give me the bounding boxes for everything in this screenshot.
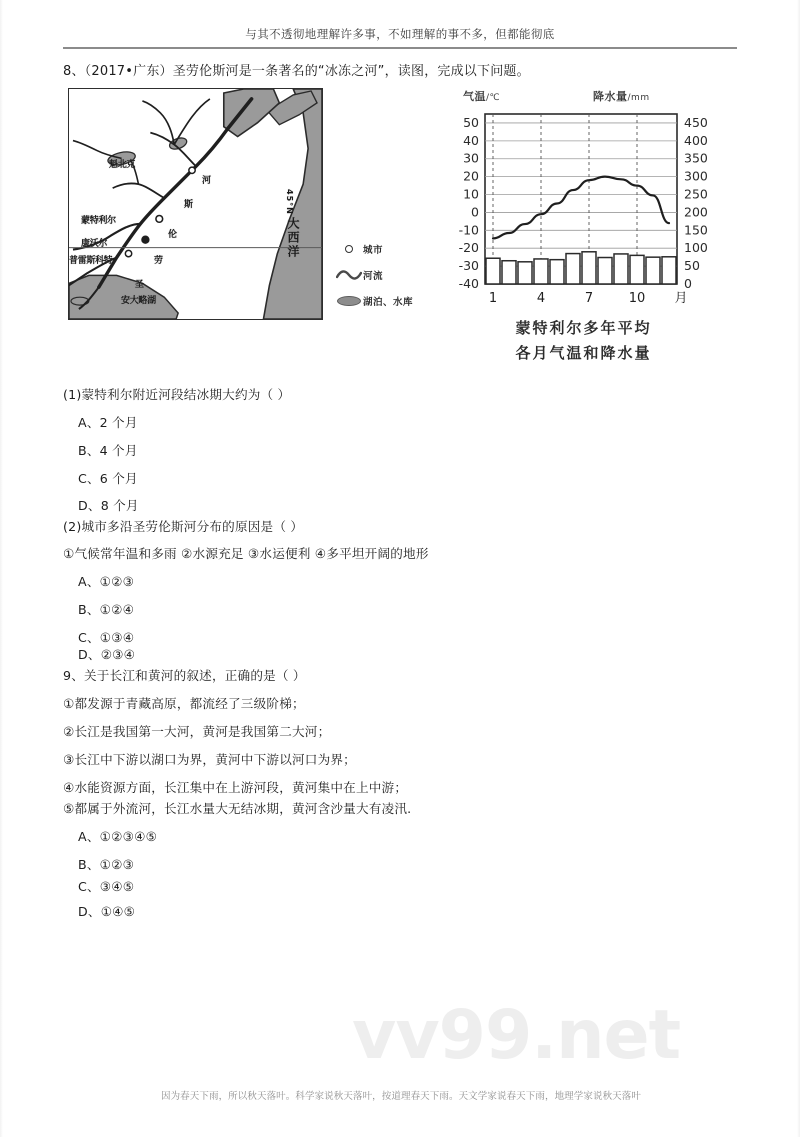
question-9-stem: 9、关于长江和黄河的叙述，正确的是（ ） bbox=[63, 668, 306, 683]
question-8-2-option-d[interactable]: D、②③④ bbox=[78, 647, 136, 662]
header-divider bbox=[63, 47, 737, 49]
question-9-option-a[interactable]: A、①②③④⑤ bbox=[78, 829, 158, 844]
question-9-statement-4: ④水能资源方面，长江集中在上游河段，黄河集中在上中游； bbox=[63, 780, 408, 795]
chart-left-axis-title: 气温/℃ bbox=[463, 90, 501, 103]
svg-text:50: 50 bbox=[684, 258, 700, 274]
right-axis-unit: mm bbox=[631, 93, 650, 103]
map-label-lake-ontario-1: 圣 bbox=[135, 280, 144, 290]
svg-text:350: 350 bbox=[684, 150, 708, 166]
lake-ellipse-icon bbox=[335, 296, 363, 306]
svg-text:50: 50 bbox=[463, 114, 479, 130]
svg-text:100: 100 bbox=[684, 240, 708, 256]
map-label-river-si: 斯 bbox=[182, 199, 192, 209]
header-motto: 与其不透彻地理解许多事，不如理解的事不多，但都能彻底 bbox=[245, 27, 555, 41]
left-axis-label: 气温 bbox=[463, 90, 486, 103]
chart-right-axis-title: 降水量/mm bbox=[593, 90, 650, 103]
page-header bbox=[63, 26, 737, 49]
question-8-1-prompt: (1)蒙特利尔附近河段结冰期大约为（ ） bbox=[63, 387, 291, 402]
question-8-1-option-c[interactable]: C、6 个月 bbox=[78, 471, 138, 486]
map-label-river-he: 河 bbox=[200, 175, 210, 185]
svg-text:20: 20 bbox=[463, 168, 479, 184]
legend-item-river bbox=[335, 262, 423, 288]
right-axis-label: 降水量 bbox=[593, 90, 628, 103]
question-9-option-d[interactable]: D、①④⑤ bbox=[78, 904, 136, 919]
st-lawrence-river-map bbox=[68, 88, 323, 320]
chart-caption-line1: 蒙特利尔多年平均 bbox=[515, 319, 652, 337]
map-label-lake-ontario-2: 安大略湖 bbox=[121, 296, 156, 306]
question-8-1-option-a[interactable]: A、2 个月 bbox=[78, 415, 138, 430]
map-label-river-lun: 伦 bbox=[166, 229, 176, 239]
svg-text:200: 200 bbox=[684, 204, 708, 220]
map-label-atlantic-ocean: 大西洋 bbox=[286, 217, 300, 259]
legend-label-river: 河流 bbox=[363, 271, 384, 282]
map-label-quebec: 魁北克 bbox=[109, 160, 136, 170]
legend-item-lake bbox=[335, 288, 423, 314]
left-axis-unit: ℃ bbox=[489, 93, 501, 103]
map-label-cornwall: 康沃尔 bbox=[81, 239, 108, 249]
map-frame bbox=[68, 88, 323, 320]
question-9-statement-1: ①都发源于青藏高原，都流经了三级阶梯； bbox=[63, 696, 305, 711]
svg-text:0: 0 bbox=[684, 276, 692, 291]
svg-text:40: 40 bbox=[463, 132, 479, 148]
question-8-2-option-c[interactable]: C、①③④ bbox=[78, 630, 135, 645]
svg-text:150: 150 bbox=[684, 222, 708, 238]
svg-text:30: 30 bbox=[463, 150, 479, 166]
svg-text:10: 10 bbox=[628, 291, 646, 306]
svg-text:10: 10 bbox=[463, 186, 479, 202]
question-9-statement-2: ②长江是我国第一大河，黄河是我国第二大河； bbox=[63, 724, 331, 739]
svg-text:450: 450 bbox=[684, 114, 708, 130]
question-8-2-option-a[interactable]: A、①②③ bbox=[78, 574, 135, 589]
chart-caption bbox=[451, 316, 716, 366]
legend-label-city: 城市 bbox=[363, 245, 384, 256]
chart-caption-line2: 各月气温和降水量 bbox=[515, 344, 652, 362]
figures-row bbox=[63, 88, 743, 378]
question-9-option-c[interactable]: C、③④⑤ bbox=[78, 879, 135, 894]
map-label-montreal: 蒙特利尔 bbox=[81, 216, 116, 226]
legend-label-lake: 湖泊、水库 bbox=[363, 297, 414, 308]
svg-text:-10: -10 bbox=[458, 222, 479, 238]
question-8-2-prompt: (2)城市多沿圣劳伦斯河分布的原因是（ ） bbox=[63, 519, 304, 534]
legend-item-city bbox=[335, 236, 423, 262]
site-watermark: vv99.net bbox=[352, 996, 681, 1075]
climate-chart bbox=[441, 88, 741, 378]
question-8-1-option-d[interactable]: D、8 个月 bbox=[78, 498, 139, 513]
question-9-statement-5: ⑤都属于外流河，长江水量大无结冰期，黄河含沙量大有凌汛. bbox=[63, 801, 412, 816]
river-wave-icon bbox=[335, 269, 363, 281]
map-label-river-lao: 劳 bbox=[152, 255, 162, 265]
map-legend bbox=[335, 236, 423, 320]
page-footer: 因为春天下雨，所以秋天落叶。科学家说秋天落叶，按道理春天下雨。天文学家说春天下雨，地理学家说秋天落叶 bbox=[160, 1091, 641, 1102]
question-8-2-statements: ①气候常年温和多雨 ②水源充足 ③水运便利 ④多平坦开阔的地形 bbox=[63, 546, 429, 561]
svg-text:7: 7 bbox=[584, 291, 594, 306]
question-8-2-option-b[interactable]: B、①②④ bbox=[78, 602, 135, 617]
city-circle-icon bbox=[335, 245, 363, 253]
question-8-stem: 8、（2017•广东）圣劳伦斯河是一条著名的“冰冻之河”，读图，完成以下问题。 bbox=[63, 64, 530, 79]
map-label-prescott: 普雷斯科特 bbox=[69, 256, 113, 266]
climate-chart-svg bbox=[441, 106, 721, 318]
svg-text:300: 300 bbox=[684, 168, 708, 184]
question-9-option-b[interactable]: B、①②③ bbox=[78, 857, 135, 872]
map-label-latitude-45n: 45°N bbox=[285, 189, 294, 215]
svg-text:月: 月 bbox=[674, 291, 688, 306]
svg-text:4: 4 bbox=[536, 291, 546, 306]
svg-text:0: 0 bbox=[471, 204, 479, 220]
svg-text:-20: -20 bbox=[458, 240, 479, 256]
svg-text:400: 400 bbox=[684, 132, 708, 148]
svg-text:-40: -40 bbox=[458, 276, 479, 291]
svg-text:1: 1 bbox=[488, 291, 498, 306]
question-9-statement-3: ③长江中下游以湖口为界，黄河中下游以河口为界； bbox=[63, 752, 356, 767]
svg-text:-30: -30 bbox=[458, 258, 479, 274]
svg-text:250: 250 bbox=[684, 186, 708, 202]
question-8-1-option-b[interactable]: B、4 个月 bbox=[78, 443, 138, 458]
